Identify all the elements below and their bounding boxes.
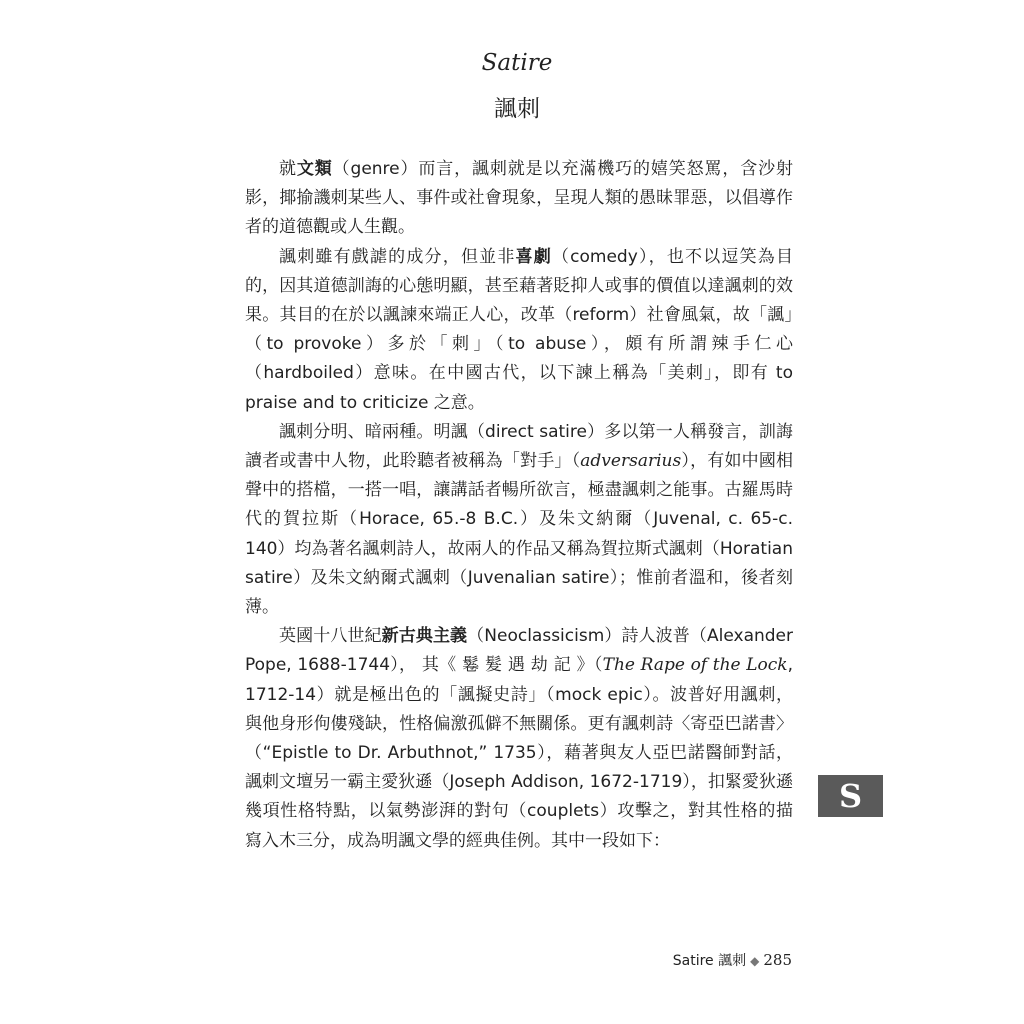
running-head: Satire 諷刺	[672, 953, 747, 969]
text-run: , 1712-14）就是極出色的「諷擬史詩」（mock epic）。波普好用諷刺，與他身形佝僂殘缺，性格偏激孤僻不無關係。更有諷刺詩〈寄亞巴諾書〉（“Epistle to Dr. Arbuthnot,” 1735），藉著與友人亞巴諾醫師對話，諷刺文壇另一霸主愛狄遜（Joseph Addison, 1672-1719），扣緊愛狄遜幾項性格特點，以氣勢澎湃的對句（couplets）攻擊之，對其性格的描寫入木三分，成為明諷文學的經典佳例。其中一段如下：	[245, 655, 793, 851]
paragraph	[245, 243, 793, 418]
bold-term: 喜劇	[515, 246, 552, 267]
text-run: 就	[279, 159, 297, 179]
text-run: （comedy），也不以逗笑為目的，因其道德訓誨的心態明顯，甚至藉著貶抑人或事的價值以達諷刺的效果。其目的在於以諷諫來端正人心，改革（reform）社會風氣，故「諷」（to provoke）多於「刺」（to abuse），頗有所謂辣手仁心（hardboiled）意味。在中國古代，以下諫上稱為「美刺」，即有 to praise and to criticize 之意。	[245, 246, 794, 413]
italic-term: The Rape of the Lock	[602, 655, 788, 676]
text-run: （genre）而言，諷刺就是以充滿機巧的嬉笑怒罵，含沙射影，揶揄譏刺某些人、事件或社會現象，呈現人類的愚昧罪惡，以倡導作者的道德觀或人生觀。	[245, 159, 794, 238]
diamond-icon: ◆	[750, 954, 760, 968]
page-footer	[673, 950, 792, 970]
text-run: ），有如中國相聲中的搭檔，一搭一唱，讓講話者暢所欲言，極盡諷刺之能事。古羅馬時代的賀拉斯（Horace, 65.-8 B.C.）及朱文納爾（Juvenal, c. 65-c. 140）均為著名諷刺詩人，故兩人的作品又稱為賀拉斯式諷刺（Horatian satire）及朱文納爾式諷刺（Juvenalian satire）；惟前者溫和，後者刻薄。	[245, 451, 794, 618]
body-text	[245, 155, 793, 856]
italic-term: adversarius	[580, 451, 682, 472]
text-run: （Neoclassicism）詩人波普（Alexander Pope, 1688-1744）， 其《 鬈 髮 遇 劫 記 》（	[245, 626, 794, 676]
paragraph	[245, 155, 793, 243]
paragraph	[245, 418, 793, 622]
page-title-chinese: 諷刺	[494, 96, 540, 122]
text-run: 英國十八世紀	[279, 626, 382, 647]
paragraph	[245, 622, 793, 856]
bold-term: 文類	[296, 159, 333, 179]
page-title-english: Satire	[481, 50, 553, 76]
bold-term: 新古典主義	[381, 626, 468, 647]
text-run: 諷刺分明、暗兩種。明諷（direct satire）多以第一人稱發言，訓誨讀者或書中人物，此聆聽者被稱為「對手」（	[245, 421, 793, 472]
text-run: 諷刺雖有戲謔的成分，但並非	[279, 246, 516, 267]
page-number: 285	[763, 951, 792, 969]
section-tab-letter: S	[818, 775, 883, 817]
